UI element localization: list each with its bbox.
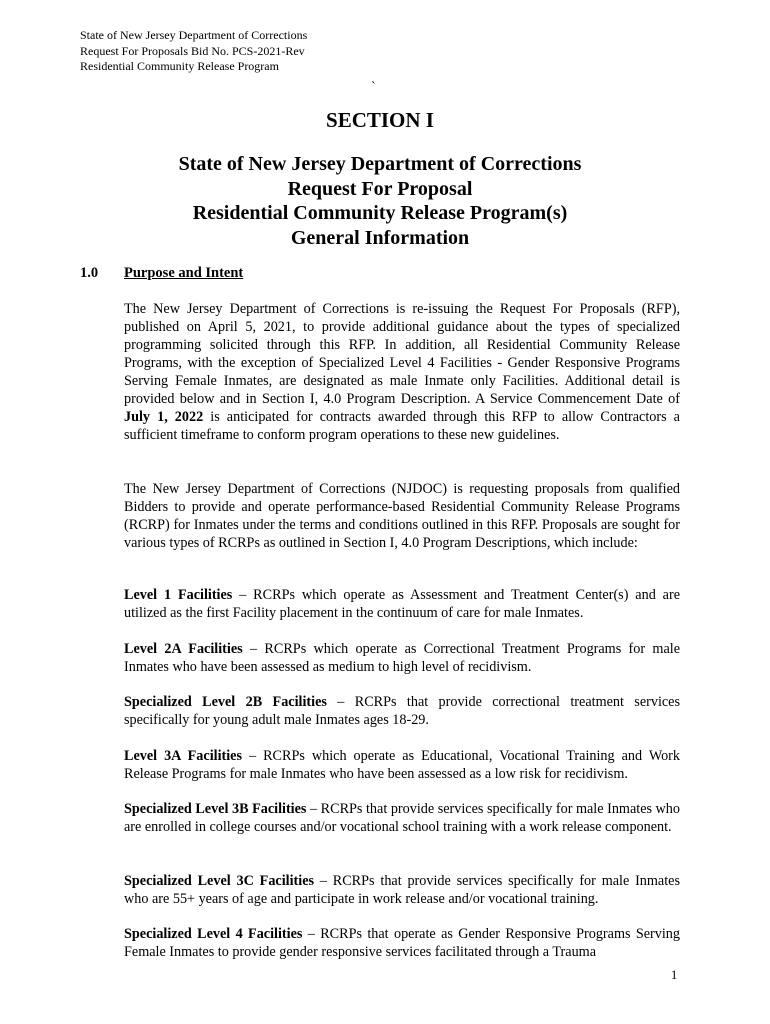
level-2a-label: Level 2A Facilities — [124, 641, 243, 657]
level-3a-text: – RCRPs which operate as Educational, Vocational Training and Work Release Programs for male Inmates who have been assessed as a low risk for recidivism. — [124, 748, 680, 782]
commencement-date: July 1, 2022 — [124, 409, 204, 425]
level-2a-item — [124, 640, 680, 676]
level-2b-text: – RCRPs that provide correctional treatment services specifically for young adult male Inmates ages 18-29. — [124, 694, 681, 728]
level-3a-item — [124, 747, 680, 783]
section-title: SECTION I — [326, 108, 434, 132]
level-2b-label: Specialized Level 2B Facilities — [124, 694, 327, 710]
level-4-item — [124, 925, 680, 961]
level-3c-label: Specialized Level 3C Facilities — [124, 873, 315, 889]
stray-mark: ` — [371, 80, 376, 95]
level-3b-label: Specialized Level 3B Facilities — [124, 801, 307, 817]
document-title — [0, 152, 760, 250]
paragraph-intro — [124, 300, 680, 444]
title-line-2: Request For Proposal — [287, 177, 473, 200]
level-1-text: – RCRPs which operate as Assessment and Treatment Center(s) and are utilized as the first Facility placement in the continuum of care for male Inmates. — [124, 587, 680, 621]
level-3b-text: – RCRPs that provide services specifically for male Inmates who are enrolled in college courses and/or vocational school training with a work release component. — [124, 801, 680, 835]
level-3c-item — [124, 872, 680, 908]
header-line-3: Residential Community Release Program — [80, 59, 279, 73]
level-1-label: Level 1 Facilities — [124, 587, 233, 603]
level-3a-label: Level 3A Facilities — [124, 748, 242, 764]
header-line-2: Request For Proposals Bid No. PCS-2021-Rev — [80, 43, 305, 58]
level-3b-item — [124, 800, 680, 836]
intro-text-a: The New Jersey Department of Corrections is re-issuing the Request For Proposals (RFP), published on April 5, 2021, to provide additional guidance about the types of specialized programming solicited through this RFP. In addition, all Residential Community Release Programs, with the exception of Specialized Level 4 Facilities - Gender Responsive Programs Serving Female Inmates, are designated as male Inmate only Facilities. Additional detail is provided below and in Section I, 4.0 Program Description. A Service Commencement Date of — [124, 301, 680, 407]
level-2b-item — [124, 693, 680, 729]
level-1-item — [124, 586, 680, 622]
section-number: 1.0 — [80, 265, 99, 281]
header-line-1: State of New Jersey Department of Corrections — [80, 28, 308, 42]
paragraph-request: The New Jersey Department of Corrections (NJDOC) is requesting proposals from qualified Bidders to provide and operate performance-based Residential Community Release Programs (RCRP) for Inmates under the terms and conditions outlined in this RFP. Proposals are sought for various types of RCRPs as outlined in Section I, 4.0 Program Descriptions, which include: — [124, 481, 680, 551]
page-number: 1 — [671, 968, 678, 982]
level-2a-text: – RCRPs which operate as Correctional Treatment Programs for male Inmates who have been assessed as medium to high level of recidivism. — [124, 641, 681, 675]
title-line-1: State of New Jersey Department of Corrections — [178, 153, 582, 175]
title-line-3: Residential Community Release Program(s) — [192, 202, 568, 224]
running-header — [80, 28, 307, 75]
level-4-label: Specialized Level 4 Facilities — [124, 926, 303, 942]
level-3c-text: – RCRPs that provide services specifically for male Inmates who are 55+ years of age and participate in work release and/or vocational training. — [124, 873, 680, 907]
title-line-4: General Information — [290, 226, 470, 249]
section-heading: Purpose and Intent — [124, 265, 244, 281]
intro-text-b: is anticipated for contracts awarded through this RFP to allow Contractors a sufficient timeframe to conform program operations to these new guidelines. — [124, 409, 680, 443]
level-4-text: – RCRPs that operate as Gender Responsive Programs Serving Female Inmates to provide gender responsive services facilitated through a Trauma — [124, 926, 680, 960]
